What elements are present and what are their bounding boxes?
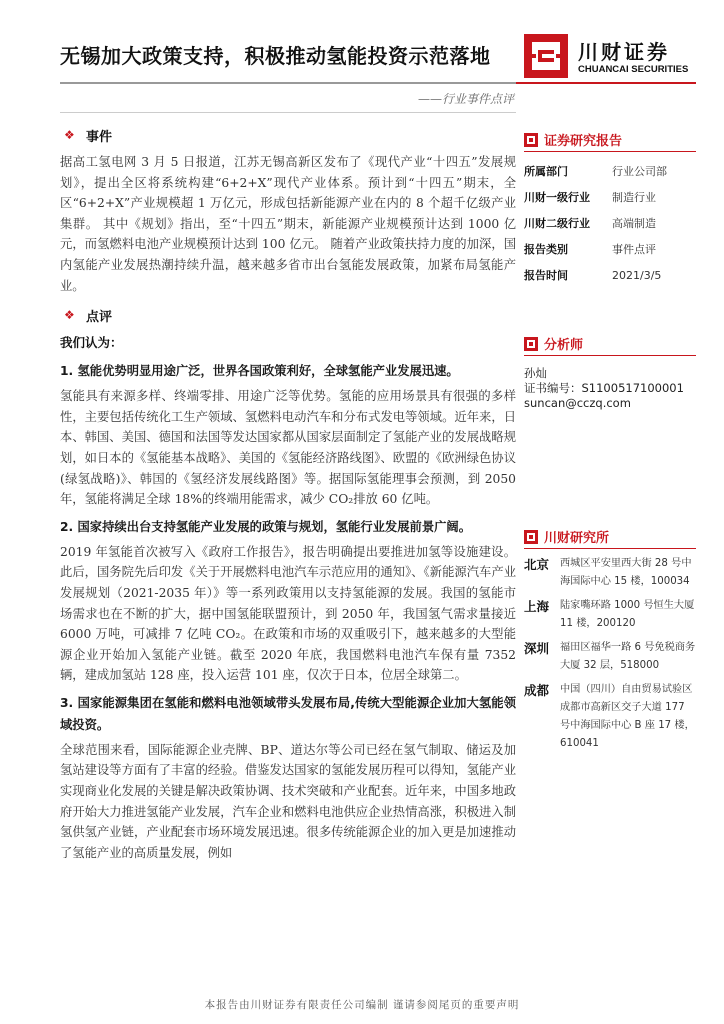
report-info-title: 证券研究报告 xyxy=(544,134,623,149)
office-shenzhen xyxy=(524,639,696,675)
office-city: 深圳 xyxy=(524,641,550,656)
analyst-icon xyxy=(524,337,538,351)
info-value: 2021/3/5 xyxy=(612,268,662,282)
diamond-bullet-icon: ❖ xyxy=(64,128,75,142)
header-divider xyxy=(60,82,516,84)
point-heading-1: 1. 氢能优势明显用途广泛，世界各国政策利好，全球氢能产业发展迅速。 xyxy=(60,364,459,379)
analyst-email[interactable]: suncan@cczq.com xyxy=(524,396,631,410)
office-address: 中国（四川）自由贸易试验区成都市高新区交子大道 177 号中海国际中心 B 座 17 楼，610041 xyxy=(560,684,695,749)
info-key: 报告时间 xyxy=(524,269,568,282)
subtitle-divider xyxy=(60,112,516,113)
info-key: 所属部门 xyxy=(524,165,568,178)
main-content xyxy=(60,120,516,863)
company-logo xyxy=(524,34,696,80)
page-footer: 本报告由川财证券有限责任公司编制 谨请参阅尾页的重要声明 xyxy=(204,999,520,1011)
analyst-title: 分析师 xyxy=(544,338,584,353)
section-title: 事件 xyxy=(86,129,113,145)
logo-name-en: CHUANCAI SECURITIES xyxy=(578,64,689,75)
office-address: 陆家嘴环路 1000 号恒生大厦 11 楼，200120 xyxy=(560,600,695,629)
info-row-report-type xyxy=(524,236,696,262)
office-address: 福田区福华一路 6 号免税商务大厦 32 层，518000 xyxy=(560,642,696,671)
event-paragraph: 据高工氢电网 3 月 5 日报道，江苏无锡高新区发布了《现代产业“十四五”发展规划》，提出全区将系统构建“6+2+X”现代产业体系。预计到“十四五”期末，全区“6+2+X”产业规模超 1 万亿元，形成包括新能源产业在内的 8 个超千亿级产业集群。 其中《规划》指出，至“十四五”期末，新能源产业规模预计达到 1000 亿元，而氢燃料电池产业规模预计达到 100 亿元。 随着产业政策扶持力度的加深，国内氢能产业发展热潮持续升温，越来越多省市出台氢能发展政策，加紧布局氢能产业。 xyxy=(60,155,516,293)
sidebar xyxy=(524,128,696,753)
office-chengdu xyxy=(524,681,696,753)
point-paragraph-2: 2019 年氢能首次被写入《政府工作报告》，报告明确提出要推进加氢等设施建设。此后，国务院先后印发《关于开展燃料电池汽车示范应用的通知》、《新能源汽车产业发展规划（2021-2035 年）》等一系列政策用以支持氢能源的发展。我国的氢能市场需求也在不断的扩大，据中国氢能联盟预计，到 2050 年，我国氢气需求量接近 6000 万吨，可减排 7 亿吨 CO₂。在政策和市场的双重吸引下，越来越多的大型能源企业开始加入氢能产业链。截至 2020 年底，我国燃料电池汽车保有量 7352 辆，建成加氢站 128 座，投入运营 101 座，仅次于日本，位居全球第二。 xyxy=(60,544,516,683)
section-comment-heading xyxy=(60,302,516,328)
report-subtitle: ——行业事件点评 xyxy=(417,92,514,106)
analyst-name: 孙灿 xyxy=(524,366,547,380)
report-info-heading xyxy=(524,128,696,152)
section-event-heading xyxy=(60,122,516,148)
office-shanghai xyxy=(524,597,696,633)
info-key: 川财二级行业 xyxy=(524,217,590,230)
point-heading-2: 2. 国家持续出台支持氢能产业发展的政策与规划，氢能行业发展前景广阔。 xyxy=(60,519,472,534)
info-value: 制造行业 xyxy=(612,191,656,204)
info-value: 行业公司部 xyxy=(612,165,667,178)
info-key: 川财一级行业 xyxy=(524,191,590,204)
institute-heading xyxy=(524,525,696,549)
lead-text: 我们认为： xyxy=(60,335,123,351)
office-city: 成都 xyxy=(524,683,550,698)
office-city: 上海 xyxy=(524,599,550,614)
info-row-industry-1 xyxy=(524,184,696,210)
analyst-cert: 证书编号：S1100517100001 xyxy=(524,381,684,395)
diamond-bullet-icon: ❖ xyxy=(64,308,75,323)
info-value: 高端制造 xyxy=(612,217,656,230)
info-row-department xyxy=(524,158,696,184)
info-value: 事件点评 xyxy=(612,243,656,256)
point-paragraph-1: 氢能具有来源多样、终端零排、用途广泛等优势。氢能的应用场景具有很强的多样性，主要包括传统化工生产领域、氢燃料电动汽车和分布式发电等领域。近年来，日本、韩国、美国、德国和法国等发达国家都从国家层面制定了氢能产业的发展战略规划，如日本的《氢能基本战略》、美国的《氢能经济路线图》、欧盟的《欧洲绿色协议(绿氢战略)》、韩国的《氢经济发展线路图》等。据国际氢能理事会预测，到 2050 年，氢能将满足全球 18%的终端用能需求，减少 CO₂排放 60 亿吨。 xyxy=(60,389,516,507)
point-paragraph-3: 全球范围来看，国际能源企业壳牌、BP、道达尔等公司已经在氢气制取、储运及加氢站建设等方面有了丰富的经验。借鉴发达国家的氢能发展历程可以得知，氢能产业实现商业化发展的关键是解决政策协调、技术突破和产业配套。近年来，中国多地政府开始大力推进氢能产业发展，汽车企业和燃料电池供应企业热情高涨，积极进入制氢供氢产业链，产业配套市场环境发展迅速。很多传统能源企业的加入更是加速推动了氢能产业的高质量发展，例如 xyxy=(60,742,516,860)
logo-name-cn: 川财证券 xyxy=(578,40,670,64)
point-heading-3: 3. 国家能源集团在氢能和燃料电池领域带头发展布局,传统大型能源企业加大氢能领域投资。 xyxy=(60,695,516,732)
report-title: 无锡加大政策支持，积极推动氢能投资示范落地 xyxy=(60,44,491,68)
section-title: 点评 xyxy=(86,309,113,325)
report-icon xyxy=(524,133,538,147)
logo-mark-icon xyxy=(524,34,568,78)
analyst-info xyxy=(524,366,696,411)
info-key: 报告类别 xyxy=(524,243,568,256)
office-address: 西城区平安里西大街 28 号中海国际中心 15 楼，100034 xyxy=(560,558,692,587)
institute-icon xyxy=(524,530,538,544)
info-row-industry-2 xyxy=(524,210,696,236)
info-row-report-date xyxy=(524,262,696,288)
header-accent-divider xyxy=(516,82,696,84)
office-city: 北京 xyxy=(524,557,550,572)
office-beijing xyxy=(524,555,696,591)
institute-title: 川财研究所 xyxy=(544,531,610,546)
analyst-heading xyxy=(524,332,696,356)
